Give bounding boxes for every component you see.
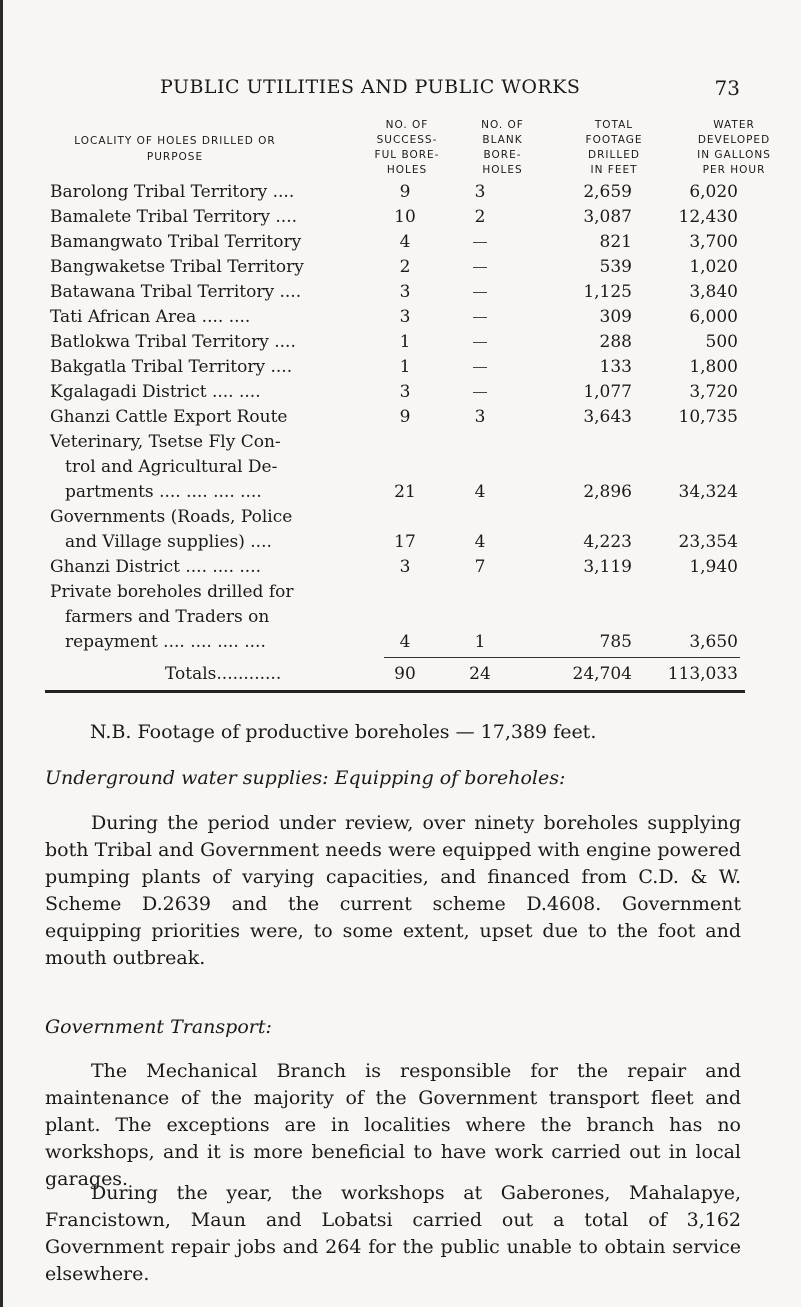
empty-dash: [473, 317, 487, 318]
row-locality: Kgalagadi District .... ....: [50, 382, 261, 402]
header-blank-line: BORE-: [483, 149, 522, 161]
cell-footage: 3,119: [583, 557, 632, 577]
cell-water: 500: [705, 332, 738, 352]
cell-blank: 7: [474, 557, 486, 577]
cell-water: 12,430: [678, 207, 738, 227]
row-locality: repayment .... .... .... ....: [65, 632, 266, 652]
cell-water: 1,020: [689, 257, 738, 277]
header-footage: [548, 118, 680, 178]
cell-successful: 9: [399, 407, 411, 427]
header-footage-line: DRILLED: [588, 149, 640, 161]
cell-successful: 4: [399, 632, 411, 652]
transport-paragraph-2: During the year, the workshops at Gaberones, Mahalapye, Francistown, Maun and Lobatsi carried out a total of 3,162 Government repair jobs and 264 for the public unable to obtain service elsewhere.: [45, 1182, 741, 1285]
row-locality: farmers and Traders on: [65, 607, 270, 627]
cell-footage: 1,125: [583, 282, 632, 302]
cell-blank: 1: [474, 632, 486, 652]
page-edge: [0, 0, 3, 1307]
cell-water: 1,800: [689, 357, 738, 377]
cell-blank: [450, 356, 510, 378]
cell-footage: 785: [599, 632, 632, 652]
subtotal-rule: [384, 657, 740, 658]
header-water-line: DEVELOPED: [697, 134, 771, 146]
row-locality: Private boreholes drilled for: [50, 582, 294, 602]
footage-note: N.B. Footage of productive boreholes — 17,389 feet.: [90, 721, 597, 743]
cell-blank: [450, 381, 510, 403]
transport-paragraph-1: The Mechanical Branch is responsible for the repair and maintenance of the majority of the Government transport fleet and plant. The exceptions are in localities where the branch has no workshops, and it is more beneficial to have work carried out in local garages.: [45, 1060, 741, 1190]
header-footage-line: IN FEET: [590, 164, 638, 176]
empty-dash: [473, 392, 487, 393]
cell-water: 6,000: [689, 307, 738, 327]
cell-footage: 821: [599, 232, 632, 252]
row-locality: Ghanzi Cattle Export Route: [50, 407, 288, 427]
underground-heading: Underground water supplies: Equipping of boreholes:: [45, 767, 566, 789]
cell-footage: 309: [599, 307, 632, 327]
cell-footage: 288: [599, 332, 632, 352]
header-water: [674, 118, 794, 178]
cell-footage: 3,643: [583, 407, 632, 427]
row-locality: Tati African Area .... ....: [50, 307, 251, 327]
cell-blank: 4: [474, 482, 486, 502]
header-successful-line: FUL BORE-: [374, 149, 440, 161]
cell-water: 10,735: [678, 407, 738, 427]
cell-successful: 3: [399, 282, 411, 302]
header-successful: [352, 118, 462, 178]
empty-dash: [473, 267, 487, 268]
cell-blank: [450, 231, 510, 253]
row-locality: Governments (Roads, Police: [50, 507, 293, 527]
row-locality: Bamalete Tribal Territory ....: [50, 207, 298, 227]
totals-label: Totals............: [165, 664, 282, 684]
empty-dash: [473, 292, 487, 293]
row-locality: Bamangwato Tribal Territory: [50, 232, 302, 252]
header-blank-line: NO. OF: [481, 119, 524, 131]
total-footage: 24,704: [572, 664, 632, 684]
cell-footage: 1,077: [583, 382, 632, 402]
cell-successful: 2: [399, 257, 411, 277]
cell-blank: 4: [474, 532, 486, 552]
cell-successful: 9: [399, 182, 411, 202]
row-locality: Bangwaketse Tribal Territory: [50, 257, 304, 277]
empty-dash: [473, 342, 487, 343]
cell-water: 3,700: [689, 232, 738, 252]
cell-footage: 2,896: [583, 482, 632, 502]
cell-footage: 539: [599, 257, 632, 277]
total-successful: 90: [394, 664, 416, 684]
cell-successful: 21: [394, 482, 416, 502]
cell-water: 34,324: [678, 482, 738, 502]
row-locality: Ghanzi District .... .... ....: [50, 557, 262, 577]
header-blank-line: BLANK: [482, 134, 523, 146]
cell-blank: [450, 256, 510, 278]
transport-heading: Government Transport:: [45, 1016, 272, 1038]
cell-blank: [450, 281, 510, 303]
cell-water: 1,940: [689, 557, 738, 577]
header-water-line: WATER: [713, 119, 755, 131]
cell-water: 6,020: [689, 182, 738, 202]
cell-successful: 3: [399, 382, 411, 402]
row-locality: Batlokwa Tribal Territory ....: [50, 332, 296, 352]
cell-blank: 3: [474, 182, 486, 202]
row-locality: and Village supplies) ....: [65, 532, 272, 552]
header-locality: LOCALITY OF HOLES DRILLED OR PURPOSE: [74, 135, 276, 163]
cell-successful: 17: [394, 532, 416, 552]
cell-water: 3,720: [689, 382, 738, 402]
page-number: 73: [714, 76, 740, 100]
cell-successful: 4: [399, 232, 411, 252]
total-blank: 24: [469, 664, 491, 684]
cell-successful: 1: [399, 332, 411, 352]
row-locality: Veterinary, Tsetse Fly Con-: [50, 432, 281, 452]
cell-blank: 2: [474, 207, 486, 227]
row-locality: Batawana Tribal Territory ....: [50, 282, 302, 302]
header-footage-line: TOTAL: [594, 119, 634, 131]
cell-blank: 3: [474, 407, 486, 427]
row-locality: partments .... .... .... ....: [65, 482, 262, 502]
cell-footage: 133: [599, 357, 632, 377]
header-successful-line: SUCCESS-: [376, 134, 438, 146]
cell-successful: 10: [394, 207, 416, 227]
cell-successful: 3: [399, 307, 411, 327]
empty-dash: [473, 367, 487, 368]
cell-footage: 2,659: [583, 182, 632, 202]
cell-water: 23,354: [678, 532, 738, 552]
empty-dash: [473, 242, 487, 243]
header-water-line: IN GALLONS: [697, 149, 771, 161]
running-title: PUBLIC UTILITIES AND PUBLIC WORKS: [160, 76, 581, 98]
row-locality: trol and Agricultural De-: [65, 457, 278, 477]
cell-footage: 3,087: [583, 207, 632, 227]
cell-water: 3,840: [689, 282, 738, 302]
cell-footage: 4,223: [583, 532, 632, 552]
header-blank: [465, 118, 540, 178]
header-successful-line: NO. OF: [385, 119, 429, 131]
header-successful-line: HOLES: [386, 164, 428, 176]
row-locality: Bakgatla Tribal Territory ....: [50, 357, 293, 377]
total-water: 113,033: [667, 664, 738, 684]
cell-successful: 3: [399, 557, 411, 577]
header-footage-line: FOOTAGE: [585, 134, 643, 146]
cell-blank: [450, 331, 510, 353]
header-blank-line: HOLES: [482, 164, 523, 176]
cell-blank: [450, 306, 510, 328]
underground-paragraph: During the period under review, over ninety boreholes supplying both Tribal and Government needs were equipped with engine powered pumping plants of varying capacities, and financed from C.D. & W. Scheme D.2639 and the current scheme D.4608. Government equipping priorities were, to some extent, upset due to the foot and mouth outbreak.: [45, 812, 741, 969]
table-bottom-rule: [45, 690, 745, 693]
row-locality: Barolong Tribal Territory ....: [50, 182, 295, 202]
cell-successful: 1: [399, 357, 411, 377]
cell-water: 3,650: [689, 632, 738, 652]
header-water-line: PER HOUR: [702, 164, 766, 176]
